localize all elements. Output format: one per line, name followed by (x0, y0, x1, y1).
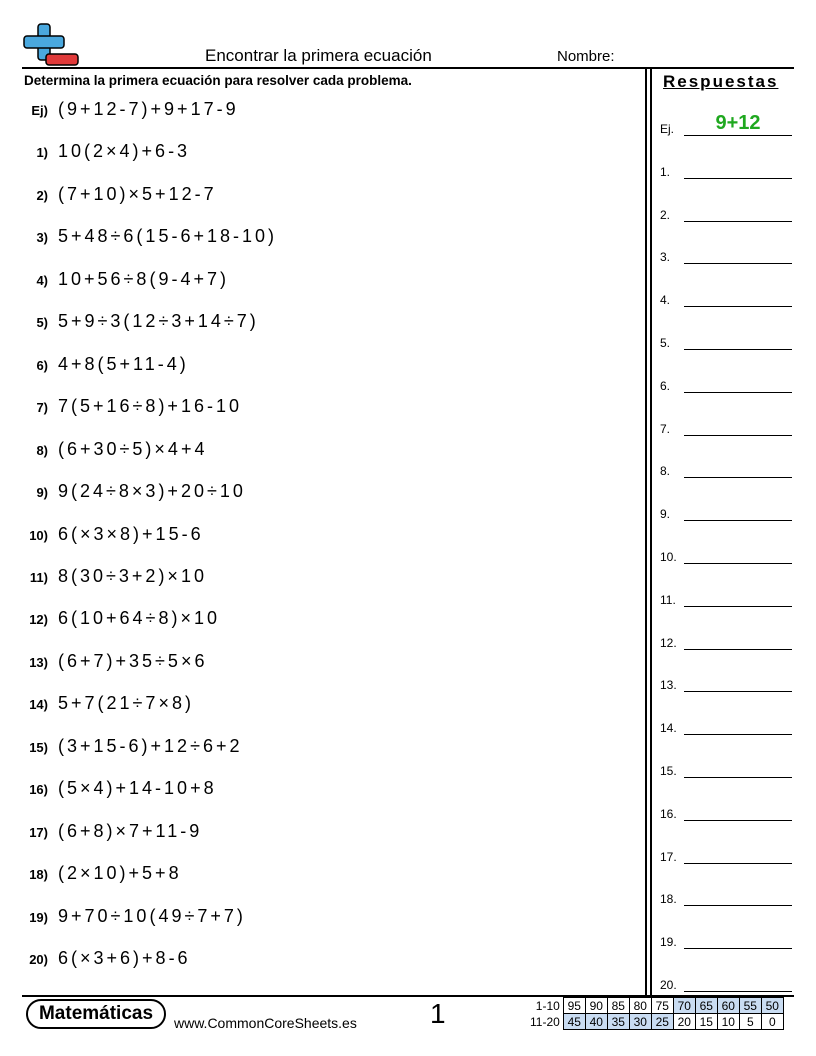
problem-item (0, 311, 640, 345)
answer-line[interactable] (684, 435, 792, 436)
score-cell: 15 (695, 1014, 717, 1030)
answer-line[interactable] (684, 563, 792, 564)
answer-row (660, 672, 794, 692)
answer-number: 4. (660, 293, 671, 308)
answer-row (660, 715, 794, 735)
problem-item (0, 99, 640, 133)
answer-row (660, 330, 794, 350)
problem-number: 15) (29, 739, 48, 755)
answer-row (660, 416, 794, 436)
answer-line[interactable] (684, 306, 792, 307)
problem-expression: (5×4)+14-10+8 (58, 778, 217, 799)
problem-item (0, 268, 640, 303)
answer-row (660, 758, 794, 778)
score-cell: 25 (651, 1014, 673, 1030)
problem-number: 17) (29, 824, 48, 840)
answer-line[interactable] (684, 520, 792, 521)
problem-number: Ej) (31, 103, 48, 118)
score-cell: 80 (629, 998, 651, 1014)
problem-expression: (9+12-7)+9+17-9 (58, 99, 239, 119)
answer-row (660, 972, 794, 992)
problem-expression: 9+70÷10(49÷7+7) (58, 905, 246, 926)
column-divider-inner (650, 67, 652, 995)
answer-number: 19. (660, 935, 677, 950)
header-rule (22, 67, 794, 69)
problem-number: 14) (29, 697, 48, 713)
problem-expression: 9(24÷8×3)+20÷10 (58, 481, 246, 502)
answer-row (660, 287, 794, 307)
problem-expression: 6(×3×8)+15-6 (58, 523, 204, 544)
problem-expression: (6+7)+35÷5×6 (58, 650, 208, 671)
problem-number: 7) (36, 400, 48, 416)
problem-number: 10) (29, 527, 48, 543)
score-cell: 95 (563, 998, 585, 1014)
problem-number: 2) (36, 187, 48, 203)
score-cell: 35 (607, 1014, 629, 1030)
column-divider (645, 67, 647, 995)
problem-item (0, 948, 640, 982)
answer-row (660, 844, 794, 864)
answer-line[interactable] (684, 606, 792, 607)
problem-number: 4) (36, 272, 48, 288)
answer-number: 13. (660, 678, 677, 693)
problem-number: 3) (36, 230, 48, 246)
problem-item (0, 353, 640, 388)
problem-item (0, 396, 640, 430)
answer-number: 15. (660, 764, 677, 778)
score-cell: 20 (673, 1014, 695, 1030)
problem-expression: (6+8)×7+11-9 (58, 820, 203, 841)
answer-row (660, 202, 794, 222)
problem-item (0, 183, 640, 218)
answer-line[interactable] (684, 649, 792, 650)
score-cell: 90 (585, 998, 607, 1014)
problem-item (0, 650, 640, 685)
answer-row (660, 244, 794, 264)
answer-line[interactable] (684, 820, 792, 821)
problem-item (0, 905, 640, 940)
answer-number: 9. (660, 507, 671, 522)
score-range-label: 11-20 (530, 1014, 560, 1029)
instructions: Determina la primera ecuación para resolver cada problema. (24, 73, 412, 88)
problem-number: 5) (36, 315, 48, 331)
answer-line[interactable] (684, 948, 792, 949)
problem-expression: 6(×3+6)+8-6 (58, 948, 191, 968)
answer-number: 16. (660, 806, 677, 821)
problem-item (0, 565, 640, 600)
answer-line[interactable] (684, 691, 792, 692)
problem-expression: (6+30÷5)×4+4 (58, 438, 208, 459)
problem-expression: 5+7(21÷7×8) (58, 693, 194, 714)
logo-plus-minus-icon (22, 22, 80, 68)
answer-line[interactable] (684, 905, 792, 906)
problem-item (0, 820, 640, 855)
score-cell: 10 (717, 1014, 739, 1030)
answer-row (660, 929, 794, 949)
score-cell: 50 (761, 998, 783, 1014)
problem-item (0, 481, 640, 515)
answer-number: 10. (660, 550, 677, 564)
answer-line[interactable] (684, 477, 792, 478)
answer-line[interactable] (684, 263, 792, 264)
answer-number: 11. (660, 592, 676, 607)
answer-number: 18. (660, 892, 677, 907)
worksheet-title: Encontrar la primera ecuación (205, 46, 432, 65)
problem-number: 19) (29, 909, 48, 925)
site-url: www.CommonCoreSheets.es (174, 1015, 357, 1031)
problem-number: 8) (36, 442, 48, 458)
score-range-label: 1-10 (535, 998, 560, 1013)
answer-number: 5. (660, 336, 671, 350)
answer-line[interactable] (684, 991, 792, 992)
problem-item (0, 523, 640, 558)
answer-number: Ej. (660, 122, 675, 136)
score-cell: 75 (651, 998, 673, 1014)
answer-row (660, 587, 794, 607)
problem-item (0, 141, 640, 175)
answer-row (660, 544, 794, 564)
answers-heading: Respuestas (663, 72, 779, 91)
problem-item (0, 863, 640, 897)
score-cell: 70 (673, 998, 695, 1014)
brand-badge: Matemáticas (26, 999, 166, 1029)
problem-number: 20) (29, 952, 48, 967)
problem-number: 16) (29, 782, 48, 798)
answer-line[interactable] (684, 734, 792, 735)
page-number: 1 (430, 998, 446, 1029)
problem-expression: 4+8(5+11-4) (58, 353, 189, 374)
problem-item (0, 693, 640, 727)
problem-item (0, 226, 640, 260)
problem-expression: 5+9÷3(12÷3+14÷7) (58, 311, 259, 332)
problem-number: 13) (29, 654, 48, 670)
answer-number: 20. (660, 978, 677, 992)
answer-value: 9+12 (715, 112, 761, 134)
score-cell: 60 (717, 998, 739, 1014)
problem-expression: 5+48÷6(15-6+18-10) (58, 226, 277, 247)
answer-row (660, 159, 794, 179)
score-cell: 40 (585, 1014, 607, 1030)
answer-row (660, 458, 794, 478)
score-table (528, 997, 784, 1030)
score-row (528, 998, 783, 1014)
answer-line[interactable] (684, 863, 792, 864)
score-cell: 30 (629, 1014, 651, 1030)
score-cell: 45 (563, 1014, 585, 1030)
answer-number: 8. (660, 464, 671, 479)
problem-expression: (2×10)+5+8 (58, 863, 182, 884)
problem-expression: 10(2×4)+6-3 (58, 141, 191, 162)
answer-line[interactable] (684, 221, 792, 222)
answer-number: 14. (660, 721, 677, 736)
problem-number: 18) (29, 867, 48, 883)
answer-number: 7. (660, 421, 671, 436)
answer-row (660, 373, 794, 393)
answer-number: 6. (660, 378, 671, 393)
answer-number: 12. (660, 635, 677, 650)
score-cell: 55 (739, 998, 761, 1014)
problem-number: 12) (29, 612, 48, 628)
problem-number: 1) (36, 145, 48, 161)
answer-row (660, 630, 794, 650)
problem-expression: 10+56÷8(9-4+7) (58, 268, 229, 289)
problem-expression: (3+15-6)+12÷6+2 (58, 735, 243, 756)
answer-line[interactable] (684, 135, 792, 136)
answer-line[interactable] (684, 178, 792, 179)
score-cell: 0 (761, 1014, 783, 1030)
score-row (528, 1014, 783, 1030)
problem-number: 9) (36, 485, 48, 501)
answer-line[interactable] (684, 349, 792, 350)
answer-row (660, 501, 794, 521)
score-cell: 5 (739, 1014, 761, 1030)
problem-number: 11) (29, 569, 48, 585)
score-cell: 65 (695, 998, 717, 1014)
problem-item (0, 438, 640, 473)
problem-expression: 7(5+16÷8)+16-10 (58, 396, 242, 417)
answer-line[interactable] (684, 392, 792, 393)
answer-line[interactable] (684, 777, 792, 778)
answer-row (660, 886, 794, 906)
problem-item (0, 608, 640, 642)
answer-number: 1. (660, 164, 671, 179)
answer-number: 2. (660, 207, 671, 222)
answer-number: 17. (660, 849, 677, 864)
problem-expression: 8(30÷3+2)×10 (58, 565, 207, 586)
problem-number: 6) (36, 357, 48, 373)
answer-number: 3. (660, 250, 671, 265)
answer-row (660, 801, 794, 821)
score-cell: 85 (607, 998, 629, 1014)
problem-expression: 6(10+64÷8)×10 (58, 608, 220, 629)
name-label: Nombre: (557, 48, 615, 65)
problem-item (0, 778, 640, 812)
answer-row (660, 112, 794, 136)
problem-expression: (7+10)×5+12-7 (58, 183, 217, 204)
problem-item (0, 735, 640, 770)
